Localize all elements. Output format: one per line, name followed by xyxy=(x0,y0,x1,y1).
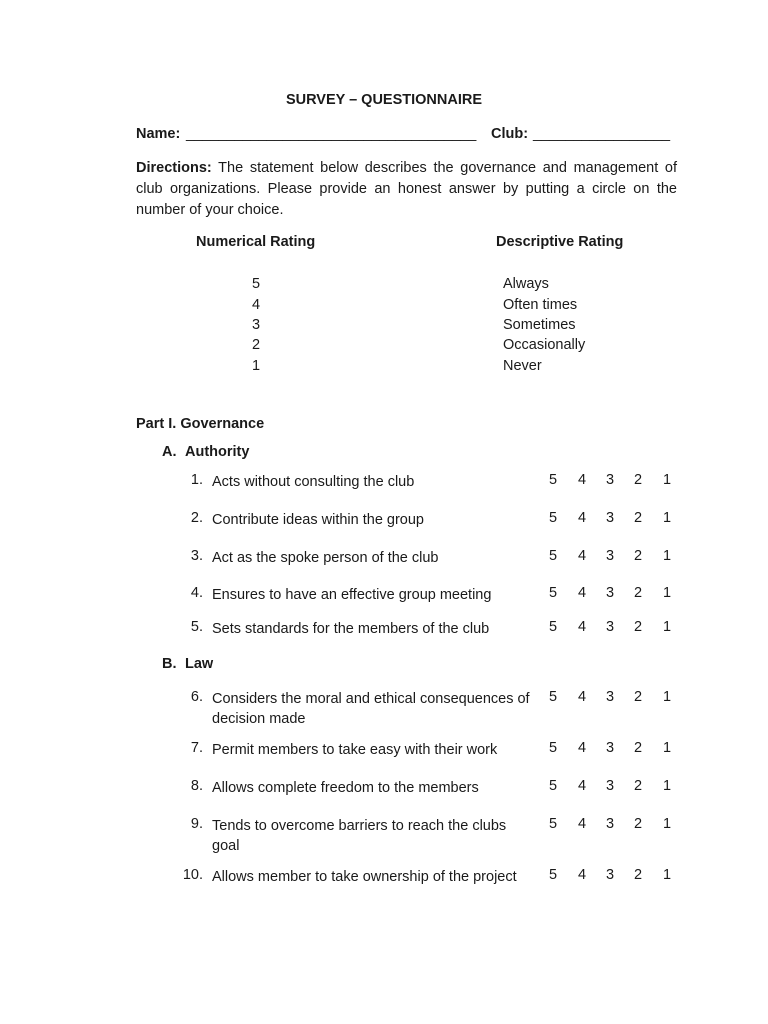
rating-option[interactable]: 5 xyxy=(549,740,558,756)
item-number: 6. xyxy=(190,689,203,705)
item-statement: Tends to overcome barriers to reach the clubs goal xyxy=(212,818,507,854)
rating-option[interactable]: 4 xyxy=(578,867,587,883)
rating-option[interactable]: 3 xyxy=(606,472,615,488)
rating-option[interactable]: 4 xyxy=(578,740,587,756)
rating-option[interactable]: 3 xyxy=(606,548,615,564)
item-number: 3. xyxy=(190,548,203,564)
rating-option[interactable]: 2 xyxy=(634,689,643,705)
rating-option[interactable]: 4 xyxy=(578,816,587,832)
scale-desc: Sometimes xyxy=(503,317,576,333)
rating-option[interactable]: 1 xyxy=(663,816,672,832)
rating-option[interactable]: 4 xyxy=(578,689,587,705)
rating-option[interactable]: 2 xyxy=(634,510,643,526)
rating-option[interactable]: 4 xyxy=(578,472,587,488)
rating-option[interactable]: 5 xyxy=(549,778,558,794)
item-number: 1. xyxy=(190,472,203,488)
item-number: 5. xyxy=(190,619,203,635)
rating-option[interactable]: 1 xyxy=(663,689,672,705)
scale-num: 2 xyxy=(252,337,261,353)
rating-option[interactable]: 2 xyxy=(634,585,643,601)
rating-option[interactable]: 3 xyxy=(606,585,615,601)
item-number: 4. xyxy=(190,585,203,601)
rating-option[interactable]: 2 xyxy=(634,472,643,488)
rating-option[interactable]: 1 xyxy=(663,778,672,794)
rating-option[interactable]: 4 xyxy=(578,585,587,601)
rating-option[interactable]: 2 xyxy=(634,619,643,635)
rating-option[interactable]: 5 xyxy=(549,510,558,526)
rating-option[interactable]: 1 xyxy=(663,472,672,488)
name-label: Name: xyxy=(136,126,181,142)
rating-option[interactable]: 5 xyxy=(549,548,558,564)
rating-option[interactable]: 1 xyxy=(663,867,672,883)
item-number: 8. xyxy=(190,778,203,794)
section-letter: A. xyxy=(162,444,177,460)
section-title: Authority xyxy=(185,444,250,460)
rating-option[interactable]: 5 xyxy=(549,585,558,601)
rating-option[interactable]: 3 xyxy=(606,510,615,526)
directions-paragraph xyxy=(136,158,677,221)
rating-option[interactable]: 3 xyxy=(606,619,615,635)
scale-desc: Never xyxy=(503,358,542,374)
section-title: Law xyxy=(185,656,214,672)
rating-option[interactable]: 2 xyxy=(634,816,643,832)
name-blank[interactable]: ____________________________________ xyxy=(186,126,477,142)
descriptive-rating-header: Descriptive Rating xyxy=(496,234,624,250)
rating-option[interactable]: 2 xyxy=(634,867,643,883)
rating-option[interactable]: 5 xyxy=(549,472,558,488)
rating-option[interactable]: 3 xyxy=(606,816,615,832)
rating-option[interactable]: 5 xyxy=(549,619,558,635)
scale-desc: Always xyxy=(503,276,549,292)
rating-option[interactable]: 4 xyxy=(578,510,587,526)
scale-num: 3 xyxy=(252,317,261,333)
scale-desc: Often times xyxy=(503,297,578,313)
rating-option[interactable]: 4 xyxy=(578,548,587,564)
item-statement: Sets standards for the members of the club xyxy=(212,621,490,637)
item-statement: Acts without consulting the club xyxy=(212,474,415,490)
club-blank[interactable]: _________________ xyxy=(533,126,671,142)
rating-option[interactable]: 5 xyxy=(549,689,558,705)
item-statement: Act as the spoke person of the club xyxy=(212,550,439,566)
scale-num: 1 xyxy=(252,358,261,374)
rating-option[interactable]: 1 xyxy=(663,510,672,526)
item-statement: Ensures to have an effective group meeting xyxy=(212,587,492,603)
rating-option[interactable]: 3 xyxy=(606,689,615,705)
numerical-rating-header: Numerical Rating xyxy=(196,234,316,250)
directions-text: The statement below describes the governance and management of club organizations. Please provide an honest answer by putting a circle on the number of your choice. xyxy=(136,160,677,218)
rating-option[interactable]: 1 xyxy=(663,740,672,756)
rating-option[interactable]: 2 xyxy=(634,548,643,564)
rating-option[interactable]: 3 xyxy=(606,867,615,883)
part-heading: Part I. Governance xyxy=(136,416,265,432)
item-number: 9. xyxy=(190,816,203,832)
item-statement: Considers the moral and ethical consequences of decision made xyxy=(212,691,530,727)
item-number: 7. xyxy=(190,740,203,756)
scale-num: 5 xyxy=(252,276,261,292)
rating-option[interactable]: 2 xyxy=(634,778,643,794)
item-statement: Permit members to take easy with their work xyxy=(212,742,498,758)
club-label: Club: xyxy=(491,126,529,142)
rating-option[interactable]: 4 xyxy=(578,619,587,635)
scale-num: 4 xyxy=(252,297,261,313)
item-number: 10. xyxy=(182,867,203,883)
item-statement: Allows complete freedom to the members xyxy=(212,780,479,796)
rating-option[interactable]: 1 xyxy=(663,619,672,635)
item-statement: Allows member to take ownership of the project xyxy=(212,869,517,885)
directions-label: Directions: xyxy=(136,160,212,176)
rating-option[interactable]: 5 xyxy=(549,867,558,883)
rating-option[interactable]: 5 xyxy=(549,816,558,832)
item-number: 2. xyxy=(190,510,203,526)
section-letter: B. xyxy=(162,656,177,672)
rating-option[interactable]: 3 xyxy=(606,778,615,794)
page-title: SURVEY – QUESTIONNAIRE xyxy=(285,92,483,108)
rating-option[interactable]: 3 xyxy=(606,740,615,756)
scale-desc: Occasionally xyxy=(503,337,586,353)
rating-option[interactable]: 1 xyxy=(663,585,672,601)
item-statement: Contribute ideas within the group xyxy=(212,512,424,528)
rating-option[interactable]: 4 xyxy=(578,778,587,794)
rating-option[interactable]: 1 xyxy=(663,548,672,564)
rating-option[interactable]: 2 xyxy=(634,740,643,756)
